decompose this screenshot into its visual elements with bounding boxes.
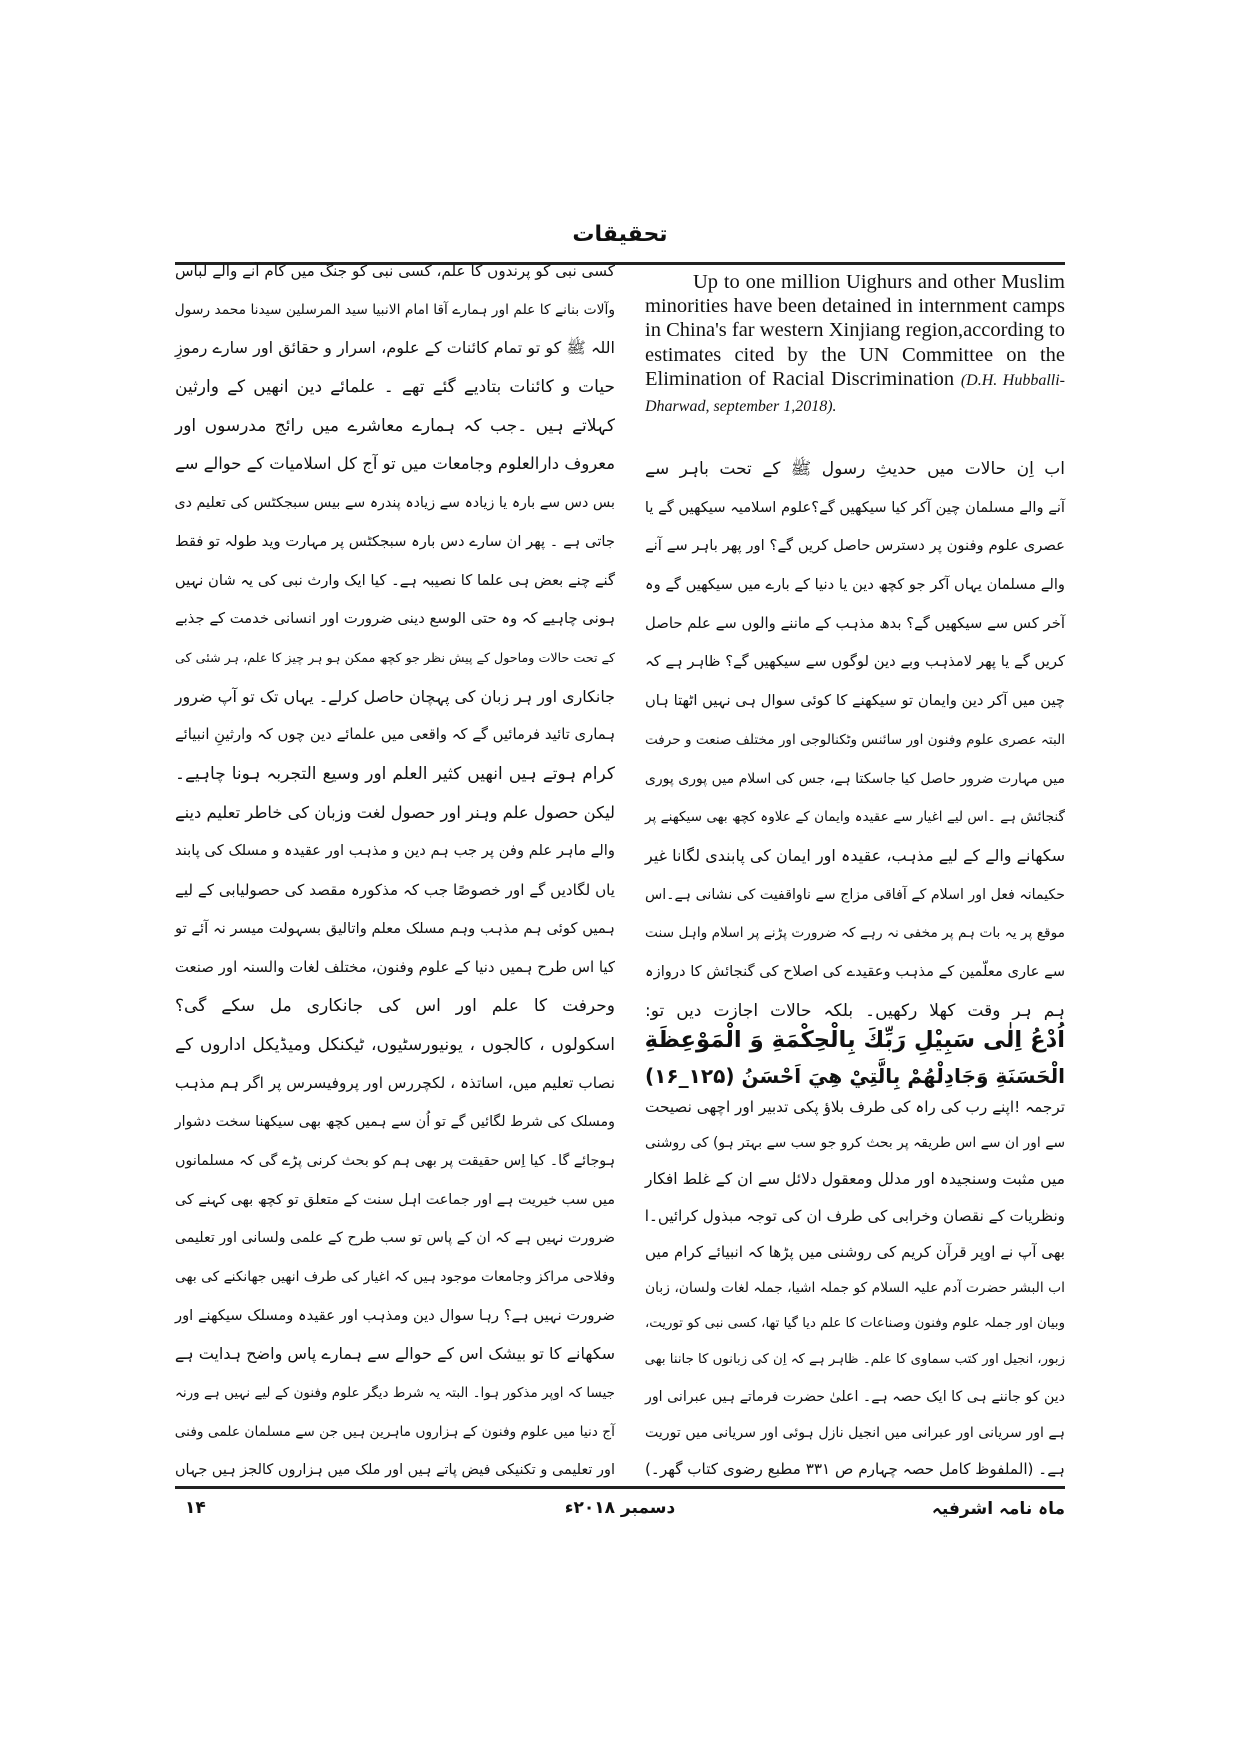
text-line: جانکاری اور ہر زبان کی پہچان حاصل کرلے۔ یہاں تک تو آپ ضرور bbox=[174, 686, 615, 706]
text-line: اور تعلیمی و تکنیکی فیض پاتے ہیں اور ملک میں ہزاروں کالجز ہیں جہاں bbox=[174, 1462, 615, 1479]
text-line: ومسلک کی شرط لگائیں گے تو اُن سے ہمیں کچھ بھی سیکھنا سخت دشوار bbox=[174, 1114, 615, 1131]
text-line: یاں لگادیں گے اور خصوصًا جب کہ مذکورہ مقصد کی حصولیابی کے لیے bbox=[175, 881, 615, 899]
text-line: اب اِن حالات میں حدیثِ رسول ﷺ کے تحت باہر سے bbox=[645, 459, 1065, 479]
text-line: وبیان اور جملہ علوم وفنون وصناعات کا علم دیا گیا تھا، کسی نبی کو توریت، bbox=[644, 1316, 1065, 1332]
text-line: سکھانے والے کے لیے مذہب، عقیدہ اور ایمان کی پابندی لگانا غیر bbox=[645, 845, 1065, 865]
text-line: میں سب خیریت ہے اور جماعت اہل سنت کے متعلق تو کچھ بھی کہنے کی bbox=[175, 1191, 615, 1208]
text-line: کسی نبی کو پرندوں کا علم، کسی نبی کو جنگ میں کام آنے والے لباس bbox=[175, 262, 615, 280]
text-line: آنے والے مسلمان چین آکر کیا سیکھیں گے؟علوم اسلامیہ سیکھیں گے یا bbox=[644, 498, 1065, 516]
text-line: حیات و کائنات بتادیے گئے تھے ۔ علمائے دین انھیں کے وارثین bbox=[175, 377, 615, 398]
text-line: کیا اس طرح ہمیں دنیا کے علوم وفنون، مختلف لغات والسنہ اور صنعت bbox=[174, 958, 615, 977]
text-line: کہلاتے ہیں ۔جب کہ ہمارے معاشرے میں رائج مدرسوں اور bbox=[175, 415, 615, 436]
text-line: ہوجائے گا۔ کیا اِس حقیقت پر بھی ہم کو بحث کرنی پڑے گی کہ مسلمانوں bbox=[175, 1152, 615, 1169]
verse-line: اُدْعُ اِلٰى سَبِيْلِ رَبِّكَ بِالْحِكْمَةِ وَ الْمَوْعِظَةِ bbox=[644, 1027, 1065, 1053]
text-line: چین میں آکر دین وایمان تو سیکھنے کا کوئی سوال ہی نہیں اٹھتا ہاں bbox=[645, 692, 1065, 710]
text-line: ہماری تائید فرمائیں گے کہ واقعی میں علمائے دین چوں کہ وارثینِ انبیائے bbox=[175, 726, 615, 744]
text-line: جاتی ہے ۔ پھر ان سارے دس بارہ سبجکٹس پر مہارت وید طولہ تو فقط bbox=[175, 532, 615, 550]
text-line: بس دس سے بارہ یا زیادہ سے زیادہ پندرہ سے بیس سبجکٹس کی تعلیم دی bbox=[174, 495, 615, 512]
text-line: لیکن حصول علم وہنر اور حصول لغت وزبان کی خاطر تعلیم دینے bbox=[175, 802, 615, 822]
text-line: وحرفت کا علم اور اس کی جانکاری مل سکے گی؟ bbox=[175, 996, 615, 1017]
text-line: نصاب تعلیم میں، اساتذہ ، لکچررس اور پروفیسرس پر اگر ہم مذہب bbox=[174, 1074, 615, 1093]
text-line: اسکولوں ، کالجوں ، یونیورسٹیوں، ٹیکنکل ومیڈیکل اداروں کے bbox=[175, 1034, 615, 1055]
text-line: کریں گے یا پھر لامذہب وبے دین لوگوں سے سیکھیں گے؟ ظاہر ہے کہ bbox=[645, 653, 1065, 671]
text-line: حکیمانہ فعل اور اسلام کے آفاقی مزاج سے ناواقفیت کی نشانی ہے۔اس bbox=[645, 886, 1065, 903]
text-line: عصری علوم وفنون پر دسترس حاصل کریں گے؟ اور پھر باہر سے آنے bbox=[645, 537, 1065, 555]
text-line: سے اور ان سے اس طریقہ پر بحث کرو جو سب سے بہتر ہو) کی روشنی bbox=[645, 1135, 1065, 1152]
text-line: ونظریات کے نقصان وخرابی کی طرف ان کی توجہ مبذول کرائیں۔ا bbox=[644, 1206, 1065, 1225]
text-line: میں مہارت ضرور حاصل کیا جاسکتا ہے، جس کی اسلام میں پوری پوری bbox=[644, 770, 1065, 787]
text-line: والے ماہر علم وفن پر جب ہم دین و مذہب اور عقیدہ و مسلک کی پابند bbox=[175, 842, 615, 860]
magazine-name: ماہ نامہ اشرفیہ bbox=[931, 1499, 1065, 1519]
text-line: سکھانے کا تو بیشک اس کے حوالے سے ہمارے پاس واضح ہدایت ہے bbox=[174, 1344, 615, 1364]
text-line: وفلاحی مراکز وجامعات موجود ہیں کہ اغیار کی طرف انھیں جھانکنے کی بھی bbox=[175, 1268, 615, 1285]
right-column-translation bbox=[645, 1089, 1065, 1487]
footer-divider bbox=[175, 1486, 1065, 1489]
text-line: معروف دارالعلوم وجامعات میں تو آج کل اسلامیات کے حوالے سے bbox=[175, 454, 615, 474]
text-line: اب البشر حضرت آدم علیہ السلام کو جملہ اشیا، جملہ لغات ولسان، زبان bbox=[645, 1279, 1065, 1296]
text-line: آج دنیا میں علوم وفنون کے ہزاروں ماہرین ہیں جن سے مسلمان علمی وفنی bbox=[174, 1423, 615, 1440]
issue-date: دسمبر ۲۰۱۸ء bbox=[564, 1498, 676, 1518]
english-citation: (D.H. Hubballi-Dharwad, september 1,2018). bbox=[645, 371, 1066, 416]
text-line: ہے۔ (الملفوظ کامل حصہ چہارم ص ۳۳۱ مطبع رضوی کتاب گھر۔) bbox=[645, 1459, 1065, 1478]
text-line: ضرورت نہیں ہے کہ ان کے پاس تو سب طرح کے علمی ولسانی اور تعلیمی bbox=[174, 1230, 615, 1247]
text-line: سے عاری معلّمین کے مذہب وعقیدے کی اصلاح کی گنجائش کا دروازہ bbox=[645, 962, 1065, 980]
text-line: ضرورت نہیں ہے؟ رہا سوال دین ومذہب اور عقیدہ ومسلک سیکھنے اور bbox=[175, 1306, 615, 1324]
text-line: والے مسلمان یہاں آکر جو کچھ دین یا دنیا کے بارے میں سیکھیں گے وہ bbox=[645, 576, 1065, 594]
english-paragraph: Up to one million Uighurs and other Muslim minorities have been detained in internment camps in China's far western Xinjiang region,according to estimates cited by the UN Committee on the Elimination of Racial Discrimination bbox=[645, 271, 1065, 390]
text-line: موقع پر یہ بات ہم پر مخفی نہ رہے کہ ضرورت پڑنے پر اسلام واہل سنت bbox=[645, 925, 1065, 942]
text-line: بھی آپ نے اوپر قرآن کریم کی روشنی میں پڑھا کہ انبیائے کرام میں bbox=[645, 1242, 1065, 1261]
text-line: ہم ہر وقت کھلا رکھیں۔ بلکہ حالات اجازت دیں تو: bbox=[645, 1000, 1065, 1021]
right-column-text bbox=[645, 450, 1065, 1030]
page-number: ۱۴ bbox=[185, 1498, 206, 1518]
text-line: دین کو جاننے ہی کا ایک حصہ ہے۔ اعلیٰ حضرت فرماتے ہیں عبرانی اور bbox=[645, 1388, 1065, 1405]
text-line: وآلات بنانے کا علم اور ہمارے آقا امام الانبیا سید المرسلین سیدنا محمد رسول bbox=[174, 301, 615, 318]
text-line: کرام ہوتے ہیں انھیں کثیر العلم اور وسیع التجربہ ہونا چاہیے۔ bbox=[175, 763, 615, 784]
text-line: ہے اور سریانی اور عبرانی میں انجیل نازل ہوئی اور سریانی میں توریت bbox=[645, 1424, 1065, 1441]
text-line: کے تحت حالات وماحول کے پیش نظر جو کچھ ممکن ہو ہر چیز کا علم، ہر شئی کی bbox=[175, 649, 615, 665]
verse-line: الْحَسَنَةِ وَجَادِلْهُمْ بِالَّتِيْ هِيَ اَحْسَنُ (۱۲۵_۱۶) bbox=[645, 1064, 1065, 1088]
text-line: ترجمہ !اپنے رب کی راہ کی طرف بلاؤ پکی تدبیر اور اچھی نصیحت bbox=[645, 1098, 1065, 1116]
section-title: تحقیقات bbox=[572, 222, 668, 247]
text-line: جیسا کہ اوپر مذکور ہوا۔ البتہ یہ شرط دیگر علوم وفنون کے لیے نہیں ہے ورنہ bbox=[175, 1384, 615, 1401]
text-line: گنجائش ہے ۔اس لیے اغیار سے عقیدہ وایمان کے علاوہ کچھ بھی سیکھنے پر bbox=[645, 809, 1065, 826]
left-column bbox=[175, 252, 615, 1490]
text-line: زبور، انجیل اور کتب سماوی کا علم۔ ظاہر ہے کہ اِن کی زبانوں کا جاننا بھی bbox=[644, 1352, 1065, 1368]
text-line: ہمیں کوئی ہم مذہب وہم مسلک معلم واتالیق بسہولت میسر نہ آئے تو bbox=[175, 919, 615, 937]
text-line: ہونی چاہیے کہ وہ حتی الوسع دینی ضرورت اور انسانی خدمت کے جذبے bbox=[175, 610, 615, 628]
text-line: اللہ ﷺ کو تو تمام کائنات کے علوم، اسرار و حقائق اور سارے رموزِ bbox=[175, 338, 615, 358]
text-line: گنے چنے بعض ہی علما کا نصیبہ ہے۔ کیا ایک وارث نبی کی یہ شان نہیں bbox=[174, 571, 615, 589]
text-line: البتہ عصری علوم وفنون اور سائنس وٹکنالوجی اور مختلف صنعت و حرفت bbox=[644, 731, 1065, 748]
english-quote bbox=[645, 270, 1065, 419]
text-line: آخر کس سے سیکھیں گے؟ بدھ مذہب کے ماننے والوں سے علم حاصل bbox=[645, 614, 1065, 632]
quran-verse bbox=[645, 1022, 1065, 1094]
text-line: میں مثبت وسنجیدہ اور مدلل ومعقول دلائل سے ان کے غلط افکار bbox=[644, 1170, 1065, 1189]
